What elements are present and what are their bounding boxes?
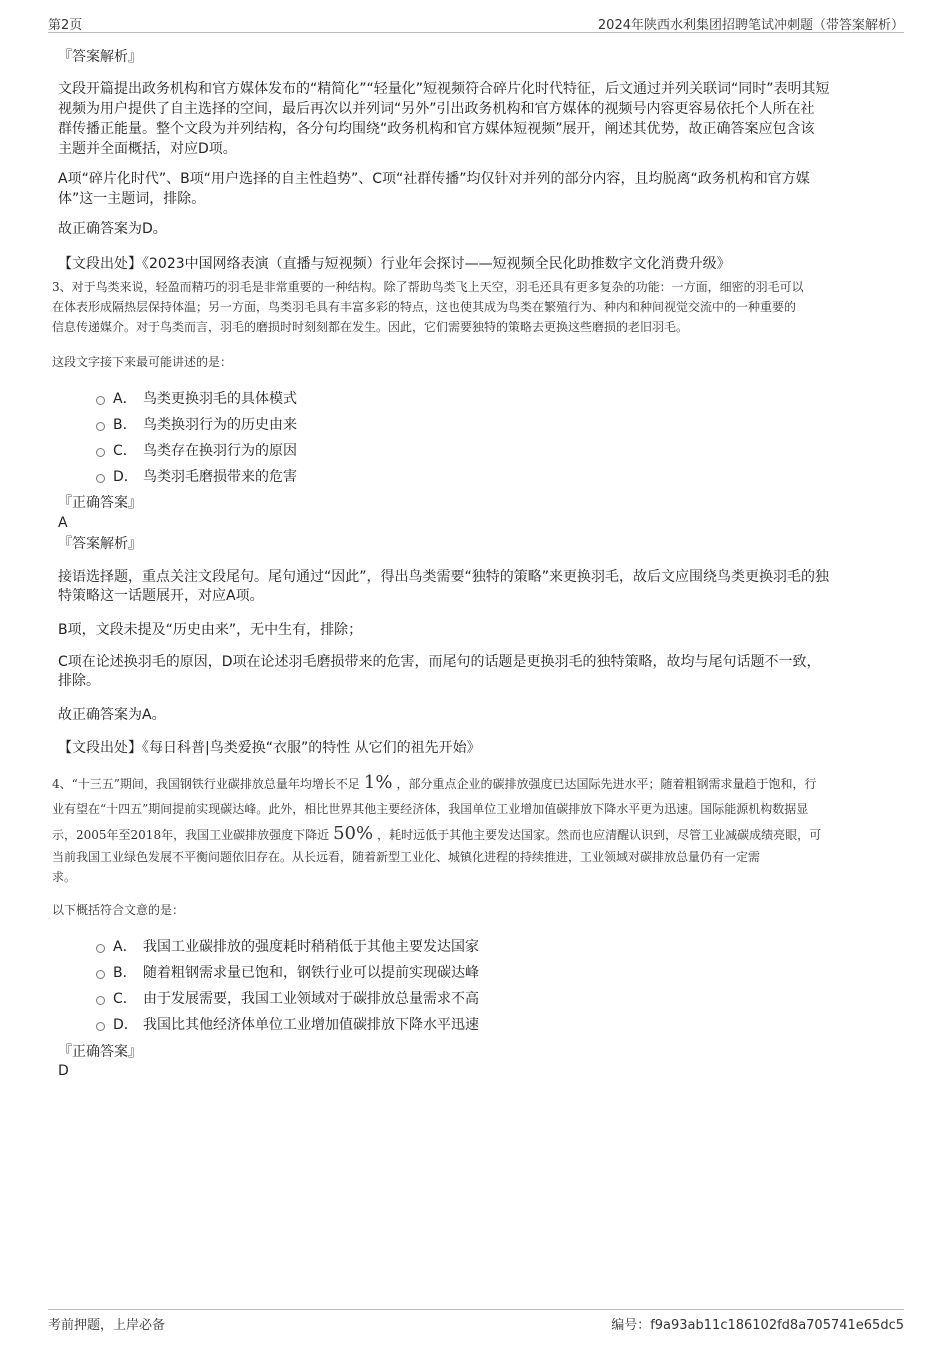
- stem-text: ，部分重点企业的碳排放强度已达国际先进水平；随着粗钢需求量趋于饱和，行: [396, 777, 817, 791]
- stem-text: 4、“十三五”期间，我国钢铁行业碳排放总量年均增长不足: [52, 777, 360, 791]
- analysis-text: 排除。: [58, 673, 100, 689]
- option-text: 随着粗钢需求量已饱和，钢铁行业可以提前实现碳达峰: [143, 965, 479, 981]
- radio-icon[interactable]: [96, 970, 105, 979]
- percent-value: 1%: [363, 772, 393, 793]
- question-prompt: 这段文字接下来最可能讲述的是：: [52, 355, 233, 369]
- answer-value: A: [58, 515, 68, 531]
- analysis-text: B项，文段未提及“历史由来”，无中生有，排除；: [58, 622, 363, 638]
- source-citation: 【文段出处】《每日科普|鸟类爱换“衣服”的特性 从它们的祖先开始》: [58, 740, 481, 756]
- analysis-text: C项在论述换羽毛的原因，D项在论述羽毛磨损带来的危害，而尾句的话题是更换羽毛的独特策略，故均与尾句话题不一致，: [58, 654, 821, 670]
- analysis-text: 群传播正能量。整个文段为并列结构，各分句均围绕“政务机构和官方媒体短视频”展开，阐述其优势，故正确答案应包含该: [58, 121, 815, 137]
- document-title: 2024年陕西水利集团招聘笔试冲刺题（带答案解析）: [597, 18, 904, 33]
- answer-label: 『正确答案』: [58, 1044, 142, 1060]
- analysis-label: 『答案解析』: [58, 536, 142, 552]
- analysis-text: 主题并全面概括，对应D项。: [58, 141, 237, 157]
- question-stem: [52, 823, 821, 846]
- page-footer: [48, 1309, 904, 1332]
- option-b[interactable]: [96, 962, 479, 982]
- radio-icon[interactable]: [96, 396, 105, 405]
- option-letter: D．: [113, 1017, 138, 1033]
- conclusion-text: 故正确答案为A。: [58, 707, 166, 723]
- question-stem: 业有望在“十四五”期间提前实现碳达峰。此外，相比世界其他主要经济体，我国单位工业增加值碳排放下降水平更为迅速。国际能源机构数据显: [52, 802, 809, 816]
- option-b[interactable]: [96, 414, 297, 434]
- option-d[interactable]: [96, 1014, 479, 1034]
- option-c[interactable]: [96, 988, 479, 1008]
- percent-value: 50%: [333, 823, 374, 844]
- radio-icon[interactable]: [96, 474, 105, 483]
- analysis-text: 体”这一主题词，排除。: [58, 191, 206, 207]
- option-text: 我国工业碳排放的强度耗时稍稍低于其他主要发达国家: [143, 939, 479, 955]
- question-stem: 信息传递媒介。对于鸟类而言，羽毛的磨损时时刻刻都在发生。因此，它们需要独特的策略去更换这些磨损的老旧羽毛。: [52, 320, 689, 334]
- analysis-text: 特策略这一话题展开，对应A项。: [58, 588, 264, 604]
- option-a[interactable]: [96, 388, 297, 408]
- stem-text: 示，2005年至2018年，我国工业碳排放强度下降近: [52, 828, 330, 842]
- source-citation: 【文段出处】《2023中国网络表演（直播与短视频）行业年会探讨——短视频全民化助推数字文化消费升级》: [58, 256, 731, 272]
- page-number: 第2页: [48, 18, 83, 33]
- radio-icon[interactable]: [96, 1022, 105, 1031]
- stem-text: ，耗时远低于其他主要发达国家。然而也应清醒认识到，尽管工业减碳成绩亮眼，可: [377, 828, 822, 842]
- answer-label: 『正确答案』: [58, 495, 142, 511]
- option-text: 鸟类换羽行为的历史由来: [143, 417, 297, 433]
- option-d[interactable]: [96, 466, 297, 486]
- conclusion-text: 故正确答案为D。: [58, 221, 167, 237]
- question-stem: 求。: [52, 870, 77, 884]
- question-stem: 3、对于鸟类来说，轻盈而精巧的羽毛是非常重要的一种结构。除了帮助鸟类飞上天空，羽毛还具有更多复杂的功能：一方面，细密的羽毛可以: [52, 280, 804, 294]
- option-text: 鸟类存在换羽行为的原因: [143, 443, 297, 459]
- footer-slogan: 考前押题，上岸必备: [48, 1318, 166, 1333]
- option-letter: A．: [113, 939, 137, 955]
- option-a[interactable]: [96, 936, 479, 956]
- option-text: 鸟类更换羽毛的具体模式: [143, 391, 297, 407]
- option-letter: B．: [113, 965, 137, 981]
- question-stem: 当前我国工业绿色发展不平衡问题依旧存在。从长远看，随着新型工业化、城镇化进程的持续推进，工业领域对碳排放总量仍有一定需: [52, 850, 761, 864]
- question-stem: 在体表形成隔热层保持体温；另一方面，鸟类羽毛具有丰富多彩的特点，这也使其成为鸟类在繁殖行为、种内和种间视觉交流中的一种重要的: [52, 300, 797, 314]
- document-id: 编号：f9a93ab11c186102fd8a705741e65dc5: [611, 1318, 904, 1333]
- option-text: 由于发展需要，我国工业领域对于碳排放总量需求不高: [143, 991, 479, 1007]
- radio-icon[interactable]: [96, 996, 105, 1005]
- option-letter: C．: [113, 443, 137, 459]
- page-header: [48, 12, 904, 33]
- question-prompt: 以下概括符合文意的是：: [52, 903, 185, 917]
- radio-icon[interactable]: [96, 422, 105, 431]
- radio-icon[interactable]: [96, 944, 105, 953]
- option-letter: A．: [113, 391, 137, 407]
- option-letter: D．: [113, 469, 138, 485]
- analysis-text: 文段开篇提出政务机构和官方媒体发布的“精简化”“轻量化”短视频符合碎片化时代特征，后文通过并列关联词“同时”表明其短: [58, 81, 830, 97]
- answer-value: D: [58, 1063, 69, 1079]
- option-c[interactable]: [96, 440, 297, 460]
- analysis-text: A项“碎片化时代”、B项“用户选择的自主性趋势”、C项“社群传播”均仅针对并列的部分内容，且均脱离“政务机构和官方媒: [58, 171, 810, 187]
- option-letter: C．: [113, 991, 137, 1007]
- question-stem: [52, 772, 817, 795]
- radio-icon[interactable]: [96, 448, 105, 457]
- analysis-label: 『答案解析』: [58, 49, 142, 65]
- analysis-text: 接语选择题，重点关注文段尾句。尾句通过“因此”，得出鸟类需要“独特的策略”来更换羽毛，故后文应围绕鸟类更换羽毛的独: [58, 569, 830, 585]
- option-text: 鸟类羽毛磨损带来的危害: [143, 469, 297, 485]
- option-letter: B．: [113, 417, 137, 433]
- analysis-text: 视频为用户提供了自主选择的空间，最后再次以并列词“另外”引出政务机构和官方媒体的视频号内容更容易依托个人所在社: [58, 101, 815, 117]
- option-text: 我国比其他经济体单位工业增加值碳排放下降水平迅速: [143, 1017, 479, 1033]
